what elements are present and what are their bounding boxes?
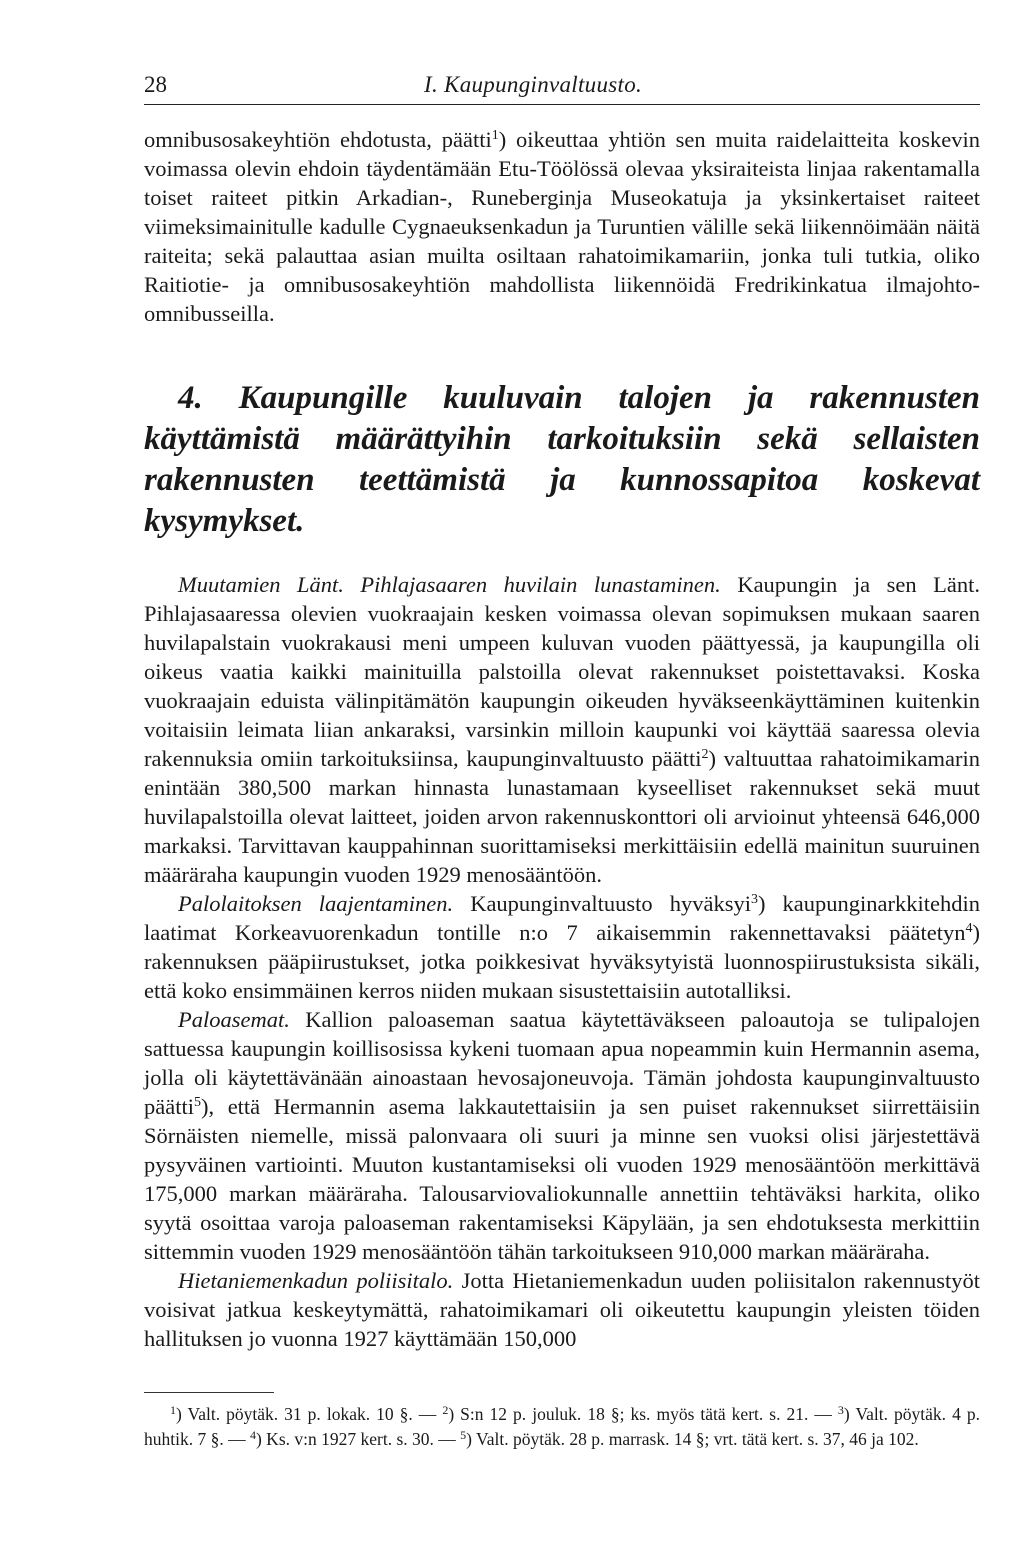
paragraph-subhead: Hietaniemenkadun poliisitalo. — [178, 1268, 454, 1293]
footnote-mark: 1 — [170, 1403, 176, 1417]
footnote-block — [144, 1402, 980, 1452]
body-text — [144, 125, 980, 1353]
footnote-ref: 2 — [701, 747, 709, 762]
paragraph-text: Kaupungin ja sen Länt. Pihlajasaaressa olevien vuokraajain kesken voimassa olevan sopimuksen mukaan saaren huvilapalstain vuokrakausi meni umpeen kuluvan vuoden päättyessä, ja kaupungilla oli oikeus vaatia kaikki mainituilla palstoilla olevat rakennukset poistettavaksi. Koska vuokraajain eduista välinpitämätön kaupungin oikeuden hyväkseenkäyttäminen kuitenkin voitaisiin leimata liian ankaraksi, varsinkin milloin kaupunki voi käyttää saaressa olevia rakennuksia omiin tarkoituksiinsa, kaupunginvaltuusto päätti — [144, 572, 980, 771]
paragraph-poliisitalo — [144, 1266, 980, 1353]
footnote-ref: 5 — [193, 1095, 201, 1110]
paragraph-continuation — [144, 125, 980, 328]
footnotes — [144, 1402, 980, 1452]
header-rule — [144, 104, 980, 105]
paragraph-text: ) rakennuksen pääpiirustukset, jotka poikkesivat hyväksytyistä luonnospiirustuksista sikäli, että koko ensimmäinen kerros niiden mukaan sisustettaisiin autotalliksi. — [144, 920, 980, 1003]
paragraph-text: ) oikeuttaa yhtiön sen muita raidelaitteita koskevin voimassa olevin ehdoin täydentämään Etu-Töölössä olevaa yksiraiteista linjaa rakentamalla toiset raiteet pitkin Arkadian-, Runeberginja Museokatuja ja yksinkertaiset raiteet viimeksimainitulle kadulle Cygnaeuksenkadun ja Turuntien välille sekä liikennöimään näitä raiteita; sekä palauttaa asian muilta osiltaan rahatoimikamariin, jonka tuli tutkia, oliko Raitiotie- ja omnibusosakeyhtiön mahdollista liikennöidä Fredrikinkatua ilmajohto-omnibusseilla. — [144, 127, 980, 326]
paragraph-text: Jotta Hietaniemenkadun uuden poliisitalon rakennustyöt voisivat jatkua keskeytymättä, rahatoimikamari oli oikeutettu kaupungin yleisten töiden hallituksen jo vuonna 1927 käyttämään 150,000 — [144, 1268, 980, 1351]
paragraph-paloasemat — [144, 1005, 980, 1266]
footnote-mark: 3 — [837, 1403, 844, 1417]
header-title: I. Kaupunginvaltuusto. — [424, 72, 643, 97]
footnote-ref: 3 — [750, 892, 758, 907]
footnote-ref: 4 — [965, 921, 973, 936]
paragraph-text: Kallion paloaseman saatua käytettäväkseen paloautoja se tulipalojen sattuessa kaupungin koillisosissa kykeni tuomaan apua nopeammin kuin Hermannin asema, jolla oli käytettävänään ainoastaan hevosajoneuvoja. Tämän johdosta kaupunginvaltuusto päätti — [144, 1007, 980, 1119]
footnote-text: ) S:n 12 p. jouluk. 18 §; ks. myös tätä kert. s. 21. — — [448, 1404, 838, 1424]
paragraph-palolaitos — [144, 889, 980, 1005]
paragraph-text: ), että Hermannin asema lakkautettaisiin ja sen puiset rakennukset siirrettäisiin Sörnäisten niemelle, missä palonvaara oli suuri ja minne sen vuoksi olisi järjestettävä pysyväinen vartiointi. Muuton kustantamiseksi oli vuoden 1929 menosääntöön merkittävä 175,000 markan määräraha. Talousarviovaliokunnalle annettiin tehtäväksi harkita, oliko syytä osoittaa varoja paloaseman rakentamiseksi Käpylään, ja sen ehdotuksesta merkittiin sittemmin vuoden 1929 menosääntöön tähän tarkoitukseen 910,000 markan määräraha. — [144, 1094, 980, 1264]
footnote-ref: 1 — [491, 128, 499, 143]
page-number: 28 — [144, 72, 167, 97]
paragraph-subhead: Muutamien Länt. Pihlajasaaren huvilain lunastaminen. — [178, 572, 721, 597]
footnote-rule — [144, 1392, 274, 1393]
footnote-text: ) Ks. v:n 1927 kert. s. 30. — — [255, 1429, 461, 1449]
footnote-mark: 2 — [442, 1403, 449, 1417]
footnote-mark: 4 — [249, 1428, 256, 1442]
footnote-text: ) Valt. pöytäk. 28 p. marrask. 14 §; vrt. tätä kert. s. 37, 46 ja 102. — [466, 1429, 919, 1449]
footnote-text: ) Valt. pöytäk. 31 p. lokak. 10 §. — — [176, 1404, 443, 1424]
paragraph-text: ) valtuuttaa rahatoimikamarin enintään 380,500 markan hinnasta lunastamaan kyseelliset rakennukset sekä muut huvilapalstoilla olevat laitteet, joiden arvon rakennuskonttori oli arvioinut yhteensä 646,000 markaksi. Tarvittavan kauppahinnan suorittamiseksi merkittäisiin edellä mainitun suuruinen määräraha kaupungin vuoden 1929 menosääntöön. — [144, 746, 980, 887]
paragraph-subhead: Palolaitoksen laajentaminen. — [178, 891, 454, 916]
running-head — [144, 72, 980, 108]
paragraph-subhead: Paloasemat. — [178, 1007, 290, 1032]
paragraph-text: omnibusosakeyhtiön ehdotusta, päätti — [144, 127, 492, 152]
section-heading: 4. Kaupungille kuuluvain talojen ja rakennusten käyttämistä määrättyihin tarkoituksiin sekä sellaisten rakennusten teettämistä ja kunnossapitoa koskevat kysymykset. — [144, 380, 980, 539]
footnote-text: ) Valt. pöytäk. 4 p. huhtik. 7 §. — — [144, 1404, 980, 1449]
paragraph-text: Kaupunginvaltuusto hyväksyi — [453, 891, 751, 916]
paragraph-text: ) kaupunginarkkitehdin laatimat Korkeavuorenkadun tontille n:o 7 aikaisemmin rakennettavaksi päätetyn — [144, 891, 980, 945]
paragraph-pihlajasaari — [144, 570, 980, 889]
footnote-mark: 5 — [460, 1428, 467, 1442]
